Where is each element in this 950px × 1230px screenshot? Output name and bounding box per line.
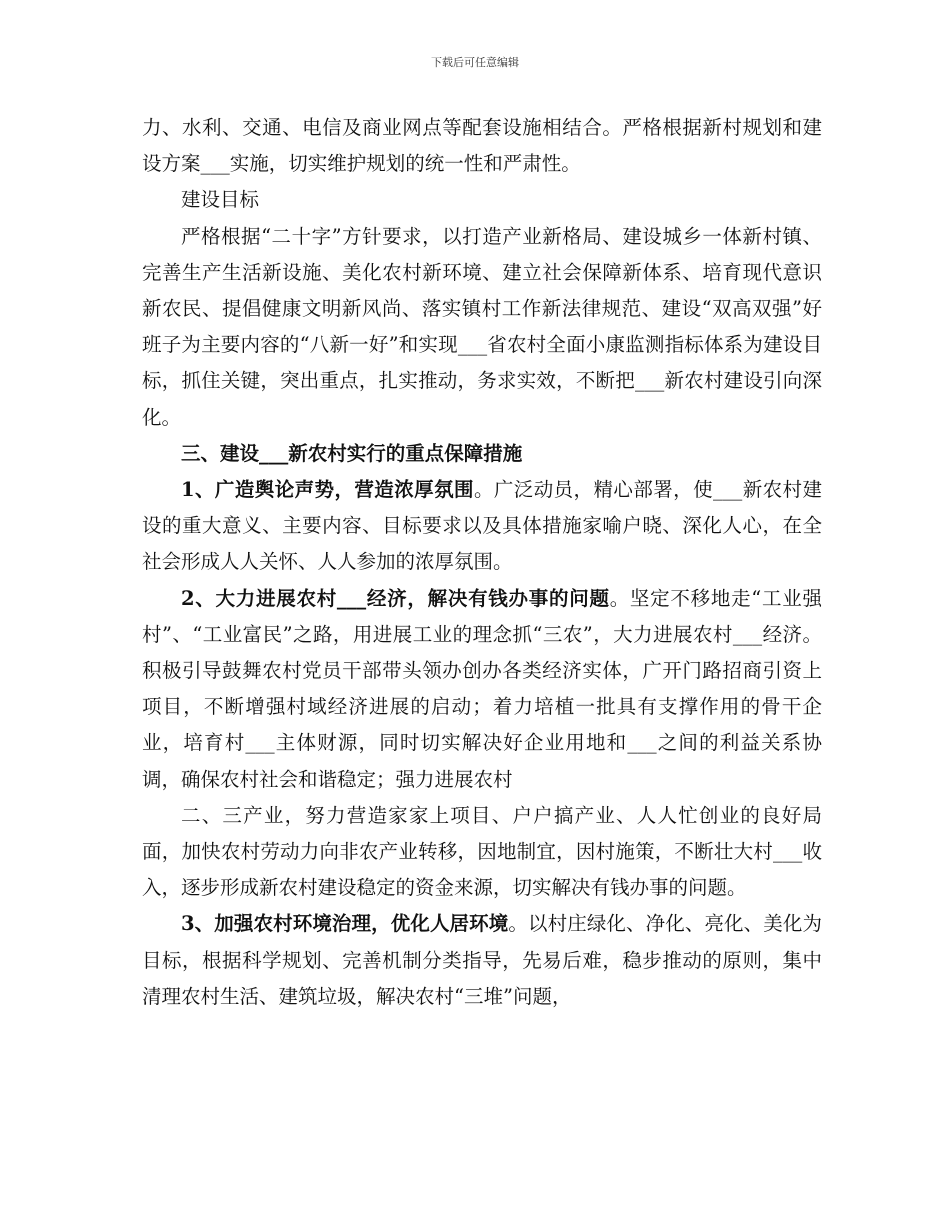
measure-1-text: 。广泛动员，精心部署，使___新农村建设的重大意义、主要内容、目标要求以及具体措施家喻户晓、深化人心，在全社会形成人人关怀、人人参加的浓厚氛围。: [142, 478, 822, 574]
paragraph-3-text: 严格根据“二十字”方针要求，以打造产业新格局、建设城乡一体新村镇、完善生产生活新设施、美化农村新环境、建立社会保障新体系、培育现代意识新农民、提倡健康文明新风尚、落实镇村工作新法律规范、建设“双高双强”好班子为主要内容的“八新一好”和实现___省农村全面小康监测指标体系为建设目标，抓住关键，突出重点，扎实推动，务求实效，不断把___新农村建设引向深化。: [142, 224, 822, 429]
measure-2-lead: 2、大力进展农村___经济，解决有钱办事的问题: [181, 586, 610, 610]
paragraph-measure-1: [142, 472, 822, 581]
measure-1-lead: 1、广造舆论声势，营造浓厚氛围: [181, 478, 474, 502]
paragraph-1: [142, 110, 822, 182]
section-heading-3: [142, 436, 822, 472]
paragraph-measure-2-cont: [142, 798, 822, 907]
measure-2-text: 。坚定不移地走“工业强村”、“工业富民”之路，用进展工业的理念抓“三农”，大力进展农村___经济。积极引导鼓舞农村党员干部带头领办创办各类经济实体，广开门路招商引资上项目，不断增强村域经济进展的启动；着力培植一批具有支撑作用的骨干企业，培育村___主体财源，同时切实解决好企业用地和___之间的利益关系协调，确保农村社会和谐稳定；强力进展农村: [142, 586, 822, 791]
document-body: [142, 110, 822, 1015]
paragraph-measure-3: [142, 906, 822, 1015]
section-heading-3-text: 三、建设___新农村实行的重点保障措施: [181, 441, 523, 465]
paragraph-3: [142, 219, 822, 436]
measure-3-text: 。以村庄绿化、净化、亮化、美化为目标，根据科学规划、完善机制分类指导，先易后难，稳步推动的原则，集中清理农村生活、建筑垃圾，解决农村“三堆”问题，: [142, 912, 822, 1008]
measure-3-lead: 3、加强农村环境治理，优化人居环境: [181, 912, 509, 936]
page-header: 下载后可任意编辑: [431, 56, 519, 69]
measure-2-cont-text: 二、三产业，努力营造家家上项目、户户搞产业、人人忙创业的良好局面，加快农村劳动力向非农产业转移，因地制宜，因村施策，不断壮大村___收入，逐步形成新农村建设稳定的资金来源，切实解决有钱办事的问题。: [142, 803, 822, 900]
paragraph-1-text: 力、水利、交通、电信及商业网点等配套设施相结合。严格根据新村规划和建设方案___实施，切实维护规划的统一性和严肃性。: [142, 116, 822, 176]
paragraph-2-heading: [142, 182, 822, 218]
paragraph-2-text: 建设目标: [181, 188, 260, 212]
paragraph-measure-2: [142, 581, 822, 798]
